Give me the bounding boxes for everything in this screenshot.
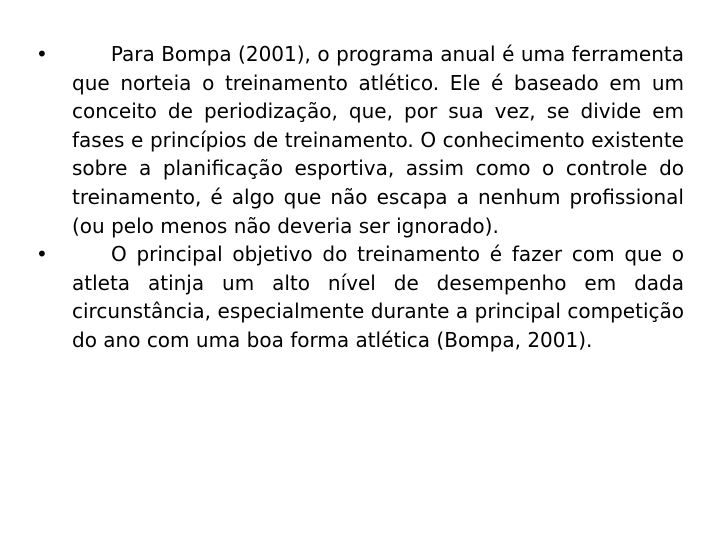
bullet-marker: • [36, 242, 48, 267]
bullet-text: O principal objetivo do treinamento é fazer com que o atleta atinja um alto nível de desempenho em dada circunstância, especialmente durante a principal competição do ano com uma boa forma atlética (Bompa, 2001). [72, 242, 691, 352]
bullet-item-1 [36, 40, 691, 240]
bullet-marker: • [36, 42, 48, 66]
bullet-item-2 [36, 240, 691, 354]
bullet-list [36, 40, 691, 355]
bullet-text: Para Bompa (2001), o programa anual é uma ferramenta que norteia o treinamento atlético. Ele é baseado em um conceito de periodização, que, por sua vez, se divide em fases e princípios de treinamento. O conhecimento existente sobre a planificação esportiva, assim como o controle do treinamento, é algo que não escapa a nenhum profissional (ou pelo menos não deveria ser ignorado). [72, 42, 691, 238]
